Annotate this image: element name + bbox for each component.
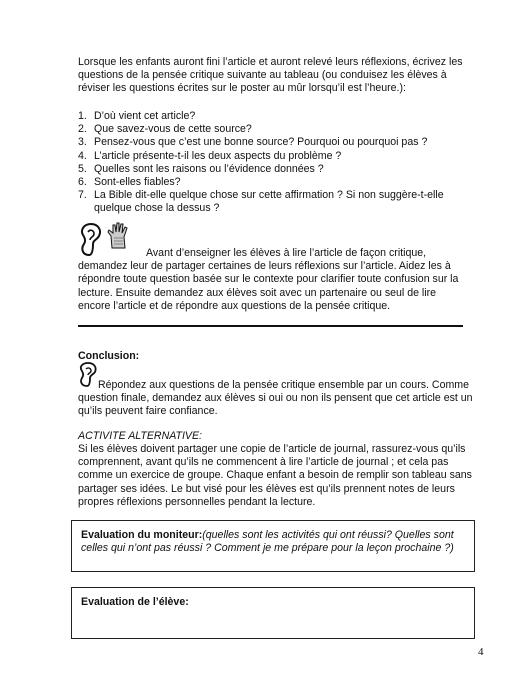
item-number: 1. (78, 110, 87, 122)
student-evaluation-box[interactable] (71, 587, 475, 639)
item-number: 7. (78, 189, 87, 202)
section-divider (78, 325, 463, 327)
list-item (78, 110, 478, 123)
student-evaluation-label: Evaluation de l’élève: (81, 596, 189, 608)
conclusion-text: Répondez aux questions de la pensée critique ensemble par un cours. Comme question finale, demandez aux élèves si oui ou non ils pensent que cet article est un qu’ils peuvent faire confiance. (78, 379, 473, 418)
list-item (78, 163, 478, 176)
monitor-evaluation-prompt: (quelles sont les activités qui ont réussi? Quelles sont celles qui n’ont pas réussi ? Comment je me prépare pour la leçon prochaine ?) (81, 529, 454, 555)
alternative-activity-paragraph: Si les élèves doivent partager une copie de l’article de journal, rassurez-vous qu’ils comprennent, avant qu’ils ne commencent à lire l’article de journal ; et cela pas comme un exercice de groupe. Chaque enfant a besoin de remplir son tableau sans partager ses idées. Le but visé pour les élèves est qu’ils prennent notes de leurs propres réflexions personnelles pendant la lecture. (78, 443, 472, 508)
item-number: 4. (78, 149, 87, 162)
list-item (78, 123, 478, 136)
alternative-activity-heading: ACTIVITE ALTERNATIVE: (78, 430, 203, 442)
list-item (78, 150, 478, 163)
item-text: L’article présente-t-il les deux aspects du problème ? (94, 149, 342, 162)
item-number: 3. (78, 136, 87, 149)
teaching-paragraph (78, 247, 470, 313)
item-number: 5. (78, 162, 87, 175)
list-item (78, 176, 478, 189)
list-item (78, 136, 478, 149)
conclusion-paragraph (78, 379, 478, 419)
item-text: Sont-elles fiables? (94, 176, 181, 189)
item-number: 6. (78, 176, 87, 189)
item-text: Pensez-vous que c’est une bonne source? Pourquoi ou pourquoi pas ? (94, 136, 428, 149)
item-text: Quelles sont les raisons ou l’évidence données ? (94, 162, 324, 175)
page-number: 4 (478, 646, 484, 658)
conclusion-heading: Conclusion: (78, 350, 140, 362)
monitor-evaluation-label: Evaluation du moniteur: (81, 529, 203, 541)
list-item (78, 189, 478, 215)
item-text: Que savez-vous de cette source? (94, 123, 252, 136)
intro-paragraph: Lorsque les enfants auront fini l’article et auront relevé leurs réflexions, écrivez les questions de la pensée critique suivante au tableau (ou conduisez les élèves à réviser les questions écrites sur le poster au mûr lorsqu’il est l’heure.): (78, 56, 463, 95)
monitor-evaluation-box[interactable] (71, 520, 475, 572)
critical-questions-list (78, 110, 478, 216)
hand-icon (106, 222, 132, 250)
teaching-text: Avant d’enseigner les élèves à lire l’article de façon critique, demandez leur de partager certaines de leurs réflexions sur l’article. Aidez les à répondre toute question basée sur le contexte pour clarifier toute confusion sur la lecture. Ensuite demandez aux élèves soit avec un partenaire ou seul de lire encore l’article et de répondre aux questions de la pensée critique. (78, 247, 459, 312)
item-text: La Bible dit-elle quelque chose sur cette affirmation ? Si non suggère-t-elle quelque chose la dessus ? (94, 189, 444, 215)
item-number: 2. (78, 123, 87, 136)
item-text: D’où vient cet article? (94, 110, 196, 122)
